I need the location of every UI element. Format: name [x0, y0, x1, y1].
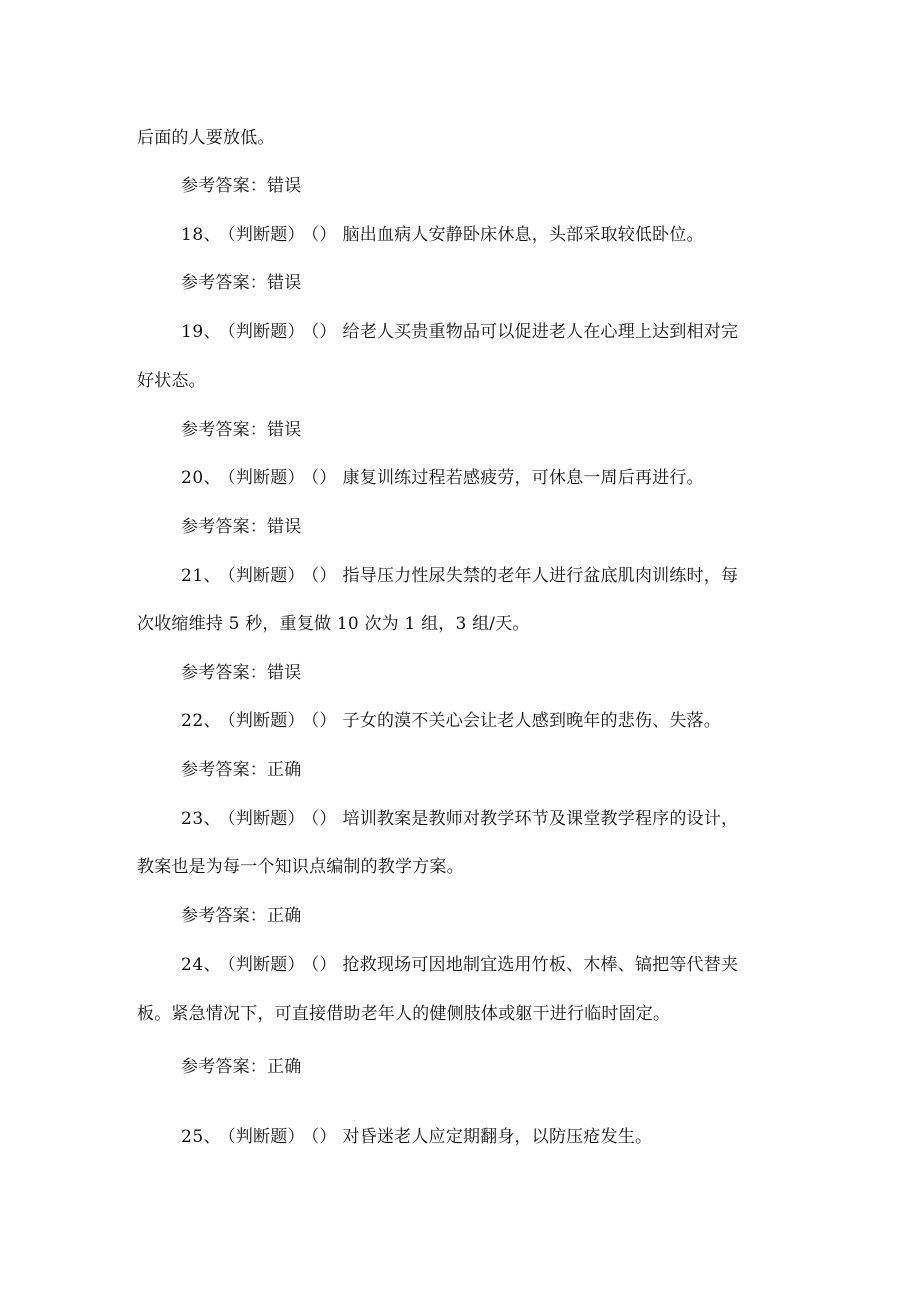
question-text: 给老人买贵重物品可以促进老人在心理上达到相对完 — [342, 322, 739, 342]
question-20 — [181, 467, 704, 489]
answer-label: 参考答案： — [181, 760, 267, 780]
question-type: （判断题） — [227, 225, 305, 245]
question-19-continuation: 好状态。 — [137, 371, 206, 391]
question-number: 23、 — [181, 809, 222, 829]
answer-value: 错误 — [267, 273, 302, 293]
answer-label: 参考答案： — [181, 663, 267, 683]
question-number: 25、 — [181, 1127, 222, 1147]
answer-value: 正确 — [267, 760, 302, 780]
answer-24 — [181, 1056, 301, 1078]
answer-blank: （） — [310, 809, 337, 829]
question-type: （判断题） — [227, 711, 305, 731]
question-text: 康复训练过程若感疲劳，可休息一周后再进行。 — [342, 468, 704, 488]
question-type: （判断题） — [227, 809, 305, 829]
answer-label: 参考答案： — [181, 517, 267, 537]
answer-label: 参考答案： — [181, 906, 267, 926]
question-number: 18、 — [181, 225, 222, 245]
question-type: （判断题） — [227, 1127, 305, 1147]
question-24-continuation: 板。紧急情况下，可直接借助老年人的健侧肢体或躯干进行临时固定。 — [137, 1004, 671, 1024]
answer-23 — [181, 905, 301, 927]
answer-label: 参考答案： — [181, 1057, 267, 1077]
answer-blank: （） — [310, 322, 337, 342]
question-19 — [181, 321, 738, 343]
question-22 — [181, 710, 721, 732]
question-text: 脑出血病人安静卧床休息，头部采取较低卧位。 — [342, 225, 704, 245]
question-17-continuation: 后面的人要放低。 — [137, 128, 275, 148]
answer-22 — [181, 759, 301, 781]
question-number: 20、 — [181, 468, 222, 488]
question-21-continuation: 次收缩维持 5 秒，重复做 10 次为 1 组，3 组/天。 — [137, 614, 530, 634]
question-number: 19、 — [181, 322, 222, 342]
question-text: 抢救现场可因地制宜选用竹板、木棒、镐把等代替夹 — [342, 955, 739, 975]
answer-value: 错误 — [267, 517, 302, 537]
answer-21 — [181, 662, 301, 684]
answer-value: 正确 — [267, 1057, 302, 1077]
question-text: 培训教案是教师对教学环节及课堂教学程序的设计， — [342, 809, 739, 829]
answer-label: 参考答案： — [181, 273, 267, 293]
answer-value: 错误 — [267, 176, 302, 196]
question-type: （判断题） — [227, 955, 305, 975]
question-type: （判断题） — [227, 566, 305, 586]
answer-20 — [181, 516, 301, 538]
question-type: （判断题） — [227, 322, 305, 342]
answer-blank: （） — [310, 711, 337, 731]
answer-17 — [181, 175, 301, 197]
answer-18 — [181, 272, 301, 294]
answer-blank: （） — [310, 1127, 337, 1147]
answer-value: 错误 — [267, 420, 302, 440]
question-18 — [181, 224, 704, 246]
answer-label: 参考答案： — [181, 176, 267, 196]
answer-value: 正确 — [267, 906, 302, 926]
answer-blank: （） — [310, 225, 337, 245]
question-24 — [181, 954, 738, 976]
question-text: 子女的漠不关心会让老人感到晚年的悲伤、失落。 — [342, 711, 721, 731]
question-number: 22、 — [181, 711, 222, 731]
answer-label: 参考答案： — [181, 420, 267, 440]
question-23-continuation: 教案也是为每一个知识点编制的教学方案。 — [137, 857, 464, 877]
question-number: 21、 — [181, 566, 222, 586]
answer-blank: （） — [310, 566, 337, 586]
question-21 — [181, 565, 738, 587]
answer-value: 错误 — [267, 663, 302, 683]
question-25 — [181, 1126, 652, 1148]
question-text: 指导压力性尿失禁的老年人进行盆底肌肉训练时，每 — [342, 566, 739, 586]
answer-blank: （） — [310, 468, 337, 488]
question-23 — [181, 808, 738, 830]
question-type: （判断题） — [227, 468, 305, 488]
question-text: 对昏迷老人应定期翻身，以防压疮发生。 — [342, 1127, 653, 1147]
answer-blank: （） — [310, 955, 337, 975]
question-number: 24、 — [181, 955, 222, 975]
answer-19 — [181, 419, 301, 441]
